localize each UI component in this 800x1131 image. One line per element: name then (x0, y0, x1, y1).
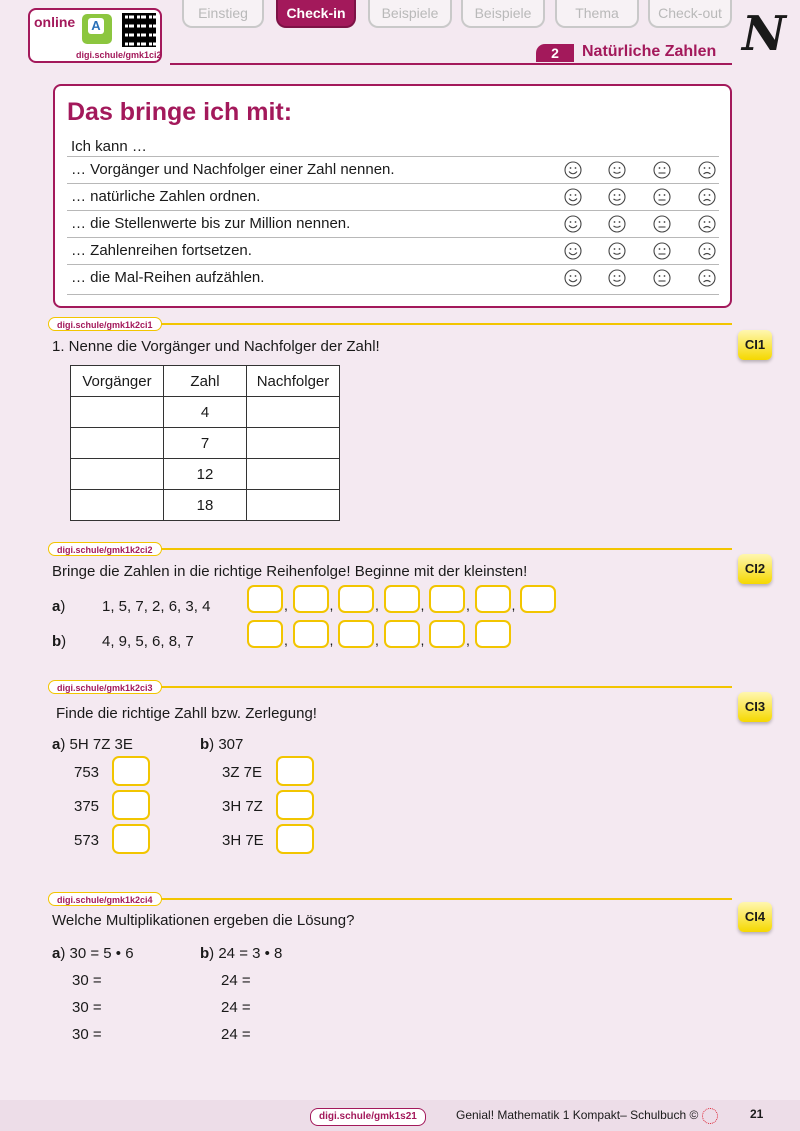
very-happy-icon[interactable] (564, 242, 582, 260)
footer-text: Genial! Mathematik 1 Kompakt– Schulbuch © (456, 1108, 718, 1124)
ci2-a-label: a) (52, 598, 66, 615)
answer-box[interactable] (338, 585, 374, 613)
ci3-a-item: 375 (74, 798, 100, 815)
answer-box[interactable] (247, 585, 283, 613)
ci3-a-header: a) 5H 7Z 3E (52, 736, 133, 753)
ci2-b-label: b) (52, 633, 67, 650)
answer-box[interactable] (112, 790, 150, 820)
tab-einstieg[interactable]: Einstieg (182, 0, 264, 28)
table-row (71, 428, 340, 459)
page-number: 21 (750, 1107, 764, 1121)
comma-separator: , (420, 597, 425, 613)
ci4-a-item[interactable]: 30 = (72, 972, 102, 989)
self-assessment-row (67, 210, 719, 238)
online-box[interactable] (28, 8, 162, 63)
answer-cell[interactable] (71, 490, 164, 521)
answer-box[interactable] (475, 585, 511, 613)
self-assessment-item: … Zahlenreihen fortsetzen. (71, 242, 252, 259)
chapter-title: Natürliche Zahlen (582, 43, 717, 60)
comma-separator: , (284, 632, 288, 648)
number-cell: 4 (164, 397, 247, 428)
tab-check-in[interactable]: Check-in (276, 0, 356, 28)
answer-cell[interactable] (71, 397, 164, 428)
logo: N (742, 6, 786, 62)
ci4-a-item[interactable]: 30 = (72, 999, 102, 1016)
happy-icon[interactable] (608, 215, 626, 233)
answer-cell[interactable] (71, 459, 164, 490)
self-assessment-row (67, 264, 719, 292)
self-assessment-item: … natürliche Zahlen ordnen. (71, 188, 261, 205)
happy-icon[interactable] (608, 161, 626, 179)
app-letter: A (88, 18, 104, 34)
ci3-link-tag[interactable]: digi.schule/gmk1k2ci3 (48, 680, 162, 694)
self-assessment-box (53, 84, 732, 308)
neutral-icon[interactable] (653, 242, 671, 260)
answer-box[interactable] (384, 620, 420, 648)
self-assessment-item: … Vorgänger und Nachfolger einer Zahl nennen. (71, 161, 395, 178)
ci1-link-tag[interactable]: digi.schule/gmk1k2ci1 (48, 317, 162, 331)
tab-check-out[interactable]: Check-out (648, 0, 732, 28)
divider (67, 294, 719, 295)
table-header-nachfolger: Nachfolger (247, 366, 340, 397)
comma-separator: , (284, 597, 288, 613)
table-row (71, 490, 340, 521)
answer-box[interactable] (520, 585, 556, 613)
sad-icon[interactable] (698, 188, 716, 206)
ci2-question: Bringe die Zahlen in die richtige Reihenfolge! Beginne mit der kleinsten! (52, 563, 528, 580)
ci1-badge: CI1 (738, 330, 772, 360)
ci2-badge: CI2 (738, 554, 772, 584)
answer-box[interactable] (247, 620, 283, 648)
happy-icon[interactable] (608, 188, 626, 206)
self-assessment-row (67, 183, 719, 211)
neutral-icon[interactable] (653, 161, 671, 179)
ci1-question: 1. Nenne die Vorgänger und Nachfolger der Zahl! (52, 338, 380, 355)
ci3-b-item: 3H 7Z (222, 798, 263, 815)
comma-separator: , (511, 597, 516, 613)
comma-separator: , (329, 597, 334, 613)
table-row (71, 397, 340, 428)
answer-box[interactable] (384, 585, 420, 613)
answer-box[interactable] (276, 756, 314, 786)
table-header-zahl: Zahl (164, 366, 247, 397)
answer-box[interactable] (429, 620, 465, 648)
neutral-icon[interactable] (653, 188, 671, 206)
tab-beispiele-1[interactable]: Beispiele (368, 0, 452, 28)
app-icon[interactable] (82, 14, 112, 44)
ci3-b-item: 3Z 7E (222, 764, 263, 781)
ci4-a-item[interactable]: 30 = (72, 1026, 102, 1043)
chapter-line (170, 63, 732, 65)
answer-box[interactable] (112, 824, 150, 854)
chapter-number: 2 (536, 44, 574, 62)
comma-separator: , (375, 597, 379, 613)
ci4-b-example: b) 24 = 3 • 8 (200, 945, 283, 962)
ci3-a-item: 753 (74, 764, 100, 781)
ci2-a-numbers: 1, 5, 7, 2, 6, 3, 4 (102, 598, 211, 615)
table-header-vorgaenger: Vorgänger (71, 366, 164, 397)
sad-icon[interactable] (698, 269, 716, 287)
sad-icon[interactable] (698, 215, 716, 233)
answer-cell[interactable] (247, 428, 340, 459)
very-happy-icon[interactable] (564, 215, 582, 233)
answer-cell[interactable] (247, 459, 340, 490)
ci4-question: Welche Multiplikationen ergeben die Lösung? (52, 912, 355, 929)
sad-icon[interactable] (698, 161, 716, 179)
tab-beispiele-2[interactable]: Beispiele (461, 0, 545, 28)
ci4-b-item[interactable]: 24 = (221, 972, 251, 989)
ci2-link-tag[interactable]: digi.schule/gmk1k2ci2 (48, 542, 162, 556)
answer-box[interactable] (276, 790, 314, 820)
footer-link-tag[interactable]: digi.schule/gmk1s21 (310, 1108, 426, 1126)
comma-separator: , (466, 632, 470, 648)
tab-thema[interactable]: Thema (555, 0, 639, 28)
self-assessment-item: … die Mal-Reihen aufzählen. (71, 269, 265, 286)
online-link[interactable]: digi.schule/gmk1ci2 (76, 50, 162, 60)
copyright-seal-icon (702, 1108, 718, 1124)
ci1-table (70, 365, 340, 521)
ci3-a-item: 573 (74, 832, 100, 849)
self-assessment-title: Das bringe ich mit: (67, 98, 293, 126)
comma-separator: , (329, 632, 334, 648)
answer-cell[interactable] (247, 490, 340, 521)
number-cell: 12 (164, 459, 247, 490)
ci2-b-numbers: 4, 9, 5, 6, 8, 7 (102, 633, 194, 650)
answer-cell[interactable] (247, 397, 340, 428)
very-happy-icon[interactable] (564, 161, 582, 179)
answer-box[interactable] (293, 620, 329, 648)
number-cell: 18 (164, 490, 247, 521)
self-assessment-intro: Ich kann … (71, 138, 147, 155)
self-assessment-row (67, 237, 719, 265)
ci4-b-item[interactable]: 24 = (221, 999, 251, 1016)
neutral-icon[interactable] (653, 269, 671, 287)
happy-icon[interactable] (608, 242, 626, 260)
neutral-icon[interactable] (653, 215, 671, 233)
ci4-a-example: a) 30 = 5 • 6 (52, 945, 134, 962)
happy-icon[interactable] (608, 269, 626, 287)
online-label: online (34, 14, 76, 30)
qr-code-icon (122, 13, 156, 47)
answer-box[interactable] (293, 585, 329, 613)
ci3-b-item: 3H 7E (222, 832, 264, 849)
answer-box[interactable] (475, 620, 511, 648)
ci3-b-header: b) 307 (200, 736, 244, 753)
comma-separator: , (375, 632, 379, 648)
answer-cell[interactable] (71, 428, 164, 459)
answer-box[interactable] (429, 585, 465, 613)
answer-box[interactable] (276, 824, 314, 854)
self-assessment-row (67, 156, 719, 184)
ci4-link-tag[interactable]: digi.schule/gmk1k2ci4 (48, 892, 162, 906)
comma-separator: , (420, 632, 425, 648)
number-cell: 7 (164, 428, 247, 459)
answer-box[interactable] (338, 620, 374, 648)
self-assessment-item: … die Stellenwerte bis zur Million nennen. (71, 215, 351, 232)
comma-separator: , (466, 597, 470, 613)
ci3-badge: CI3 (738, 692, 772, 722)
very-happy-icon[interactable] (564, 269, 582, 287)
table-row (71, 459, 340, 490)
ci3-question: Finde die richtige Zahll bzw. Zerlegung! (56, 705, 317, 722)
very-happy-icon[interactable] (564, 188, 582, 206)
ci4-b-item[interactable]: 24 = (221, 1026, 251, 1043)
ci4-badge: CI4 (738, 902, 772, 932)
sad-icon[interactable] (698, 242, 716, 260)
answer-box[interactable] (112, 756, 150, 786)
